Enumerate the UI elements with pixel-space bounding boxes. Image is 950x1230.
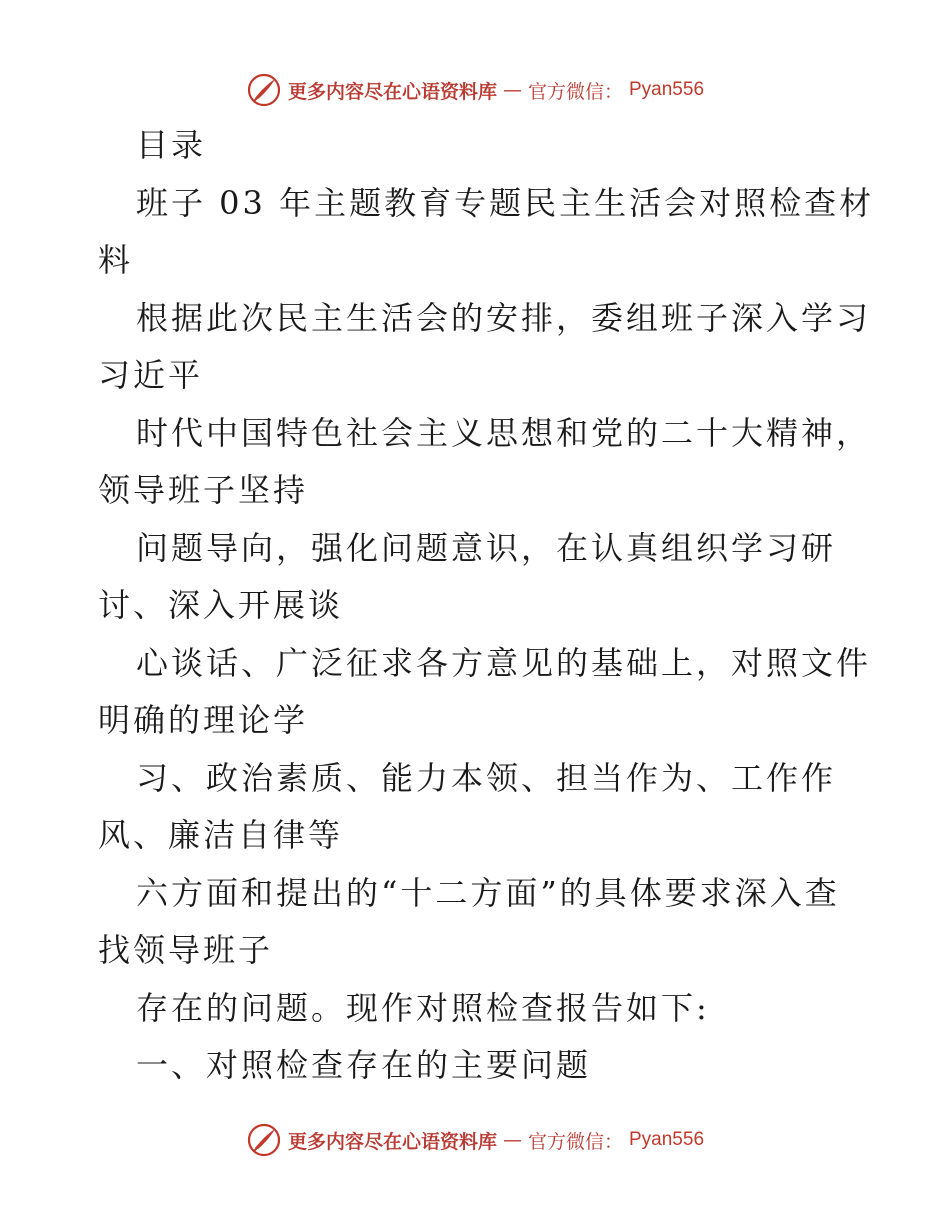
banner-wechat-label: 官方微信： <box>527 1130 623 1153</box>
document-line: 料 <box>98 241 134 279</box>
document-line: 班子 03 年主题教育专题民主生活会对照检查材 <box>136 183 875 222</box>
document-body <box>98 117 875 1095</box>
document-line: 时代中国特色社会主义思想和党的二十大精神， <box>136 413 872 452</box>
document-line: 习、政治素质、能力本领、担当作为、工作作 <box>136 758 837 797</box>
document-line: 习近平 <box>98 356 204 394</box>
document-line: 领导班子坚持 <box>98 471 309 509</box>
quill-pen-logo-icon <box>246 1122 282 1158</box>
document-line: 存在的问题。现作对照检查报告如下: <box>136 988 710 1027</box>
document-line: 六方面和提出的“十二方面”的具体要求深入查 <box>136 873 840 912</box>
banner-wechat-label: 官方微信： <box>527 80 623 103</box>
document-line: 讨、深入开展谈 <box>98 586 344 624</box>
banner-wechat-id: Pyan556 <box>629 1129 705 1150</box>
footer-watermark-banner <box>0 1120 950 1160</box>
quill-pen-logo-icon <box>246 72 282 108</box>
banner-separator: — <box>502 79 522 101</box>
document-line: 一、对照检查存在的主要问题 <box>136 1046 592 1084</box>
document-line: 心谈话、广泛征求各方意见的基础上，对照文件 <box>136 643 872 682</box>
document-line: 明确的理论学 <box>98 701 309 739</box>
banner-brand-text: 更多内容尽在心语资料库 <box>287 80 497 103</box>
banner-wechat-id: Pyan556 <box>629 79 705 100</box>
banner-separator: — <box>502 1129 522 1151</box>
document-line: 目录 <box>136 126 207 164</box>
document-line: 问题导向，强化问题意识，在认真组织学习研 <box>136 528 837 567</box>
header-watermark-banner <box>0 70 950 110</box>
document-line: 找领导班子 <box>98 931 274 969</box>
banner-brand-text: 更多内容尽在心语资料库 <box>287 1130 497 1153</box>
document-line: 风、廉洁自律等 <box>98 816 344 854</box>
document-line: 根据此次民主生活会的安排，委组班子深入学习 <box>136 298 872 337</box>
